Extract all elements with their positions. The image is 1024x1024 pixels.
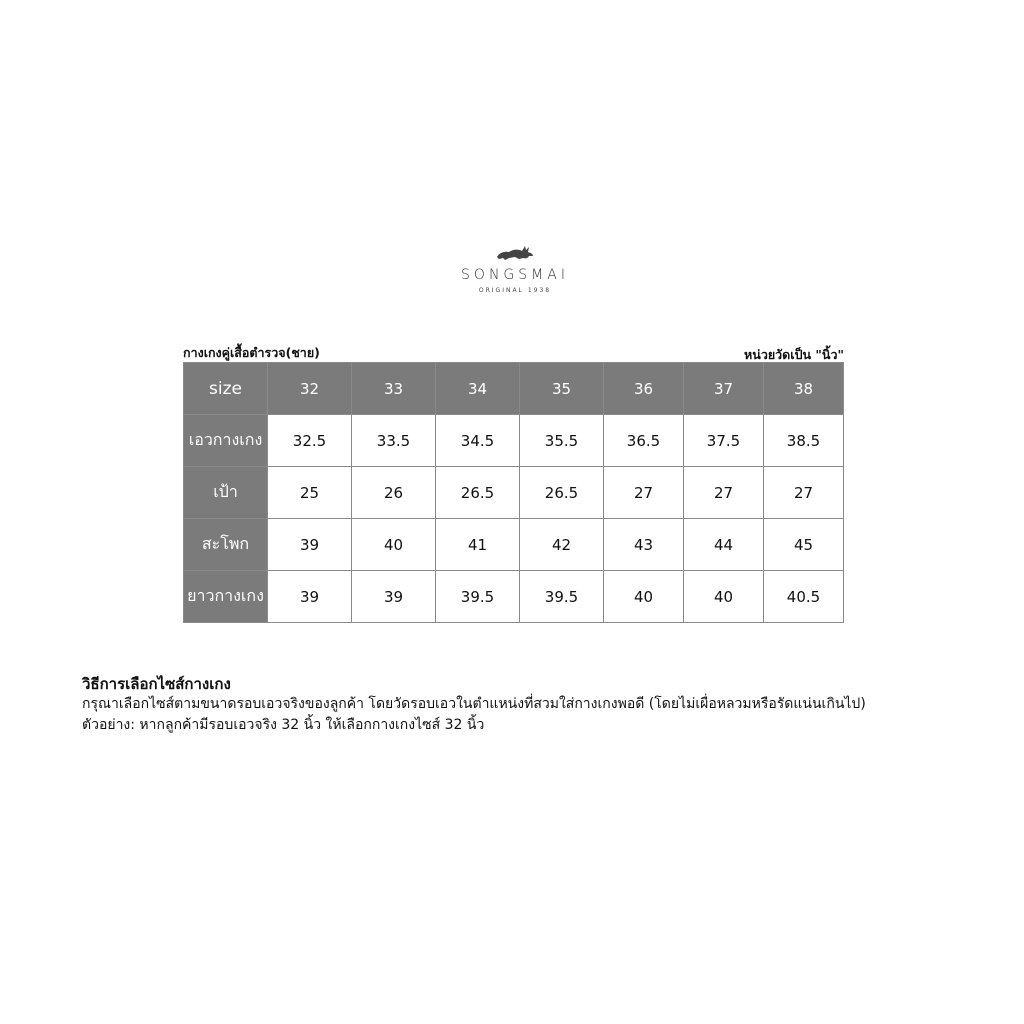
table-cell: 43 (604, 519, 684, 571)
table-cell: 39.5 (436, 571, 520, 623)
brand-logo (440, 243, 590, 294)
table-cell: 39 (268, 519, 352, 571)
table-cell: 39 (268, 571, 352, 623)
header-size-label: size (184, 363, 268, 415)
table-cell: 44 (684, 519, 764, 571)
table-cell: 27 (604, 467, 684, 519)
header-size-cell: 37 (684, 363, 764, 415)
table-cell: 39.5 (520, 571, 604, 623)
table-cell: 38.5 (764, 415, 844, 467)
table-cell: 26.5 (436, 467, 520, 519)
table-cell: 32.5 (268, 415, 352, 467)
header-size-cell: 34 (436, 363, 520, 415)
table-cell: 45 (764, 519, 844, 571)
table-cell: 26.5 (520, 467, 604, 519)
table-header-row (184, 363, 844, 415)
table-cell: 33.5 (352, 415, 436, 467)
table-cell: 40 (352, 519, 436, 571)
guide-example: ตัวอย่าง: หากลูกค้ามีรอบเอวจริง 32 นิ้ว ให้เลือกกางเกงไซส์ 32 นิ้ว (82, 717, 485, 733)
table-row (184, 519, 844, 571)
table-cell: 35.5 (520, 415, 604, 467)
table-cell: 34.5 (436, 415, 520, 467)
table-row (184, 571, 844, 623)
size-chart-table (183, 362, 844, 623)
table-cell: 36.5 (604, 415, 684, 467)
row-label: เป้า (184, 467, 268, 519)
brand-tagline: ORIGINAL 1938 (478, 287, 552, 294)
table-cell: 42 (520, 519, 604, 571)
table-row (184, 467, 844, 519)
table-title: กางเกงคู่เสื้อตำรวจ(ชาย) (183, 345, 320, 360)
header-size-cell: 33 (352, 363, 436, 415)
row-label: สะโพก (184, 519, 268, 571)
row-label: เอวกางเกง (184, 415, 268, 467)
header-size-cell: 32 (268, 363, 352, 415)
table-cell: 27 (684, 467, 764, 519)
row-label: ยาวกางเกง (184, 571, 268, 623)
header-size-cell: 35 (520, 363, 604, 415)
rabbit-icon (440, 243, 590, 261)
header-size-cell: 38 (764, 363, 844, 415)
table-cell: 40.5 (764, 571, 844, 623)
table-cell: 25 (268, 467, 352, 519)
table-cell: 37.5 (684, 415, 764, 467)
table-cell: 40 (604, 571, 684, 623)
header-size-cell: 36 (604, 363, 684, 415)
table-cell: 41 (436, 519, 520, 571)
brand-name: SONGSMAI (461, 267, 569, 283)
table-cell: 40 (684, 571, 764, 623)
table-cell: 39 (352, 571, 436, 623)
size-guide (82, 674, 942, 736)
table-row (184, 415, 844, 467)
guide-title: วิธีการเลือกไซส์กางเกง (82, 675, 231, 693)
unit-note: หน่วยวัดเป็น "นิ้ว" (744, 347, 844, 362)
table-cell: 27 (764, 467, 844, 519)
guide-instruction: กรุณาเลือกไซส์ตามขนาดรอบเอวจริงของลูกค้า โดยวัดรอบเอวในตำแหน่งที่สวมใส่กางเกงพอดี (โดยไม่เผื่อหลวมหรือรัดแน่นเกินไป) (82, 696, 866, 712)
table-cell: 26 (352, 467, 436, 519)
